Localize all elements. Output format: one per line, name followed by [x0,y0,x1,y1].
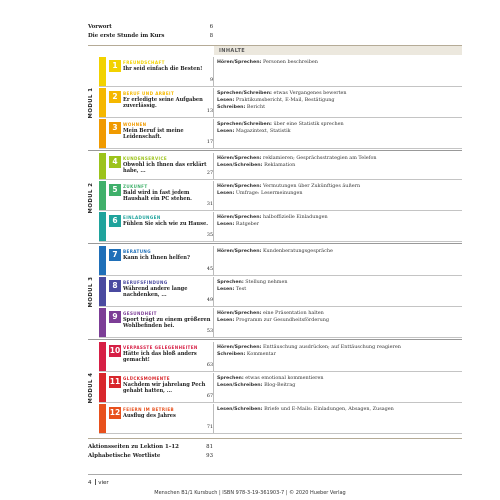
header-rule [88,45,214,46]
lesson-title: Mein Beruf ist meine Leidenschaft. [123,128,184,141]
lesson-number: 10 [109,346,121,355]
skill-text: Enttäuschung ausdrücken; auf Enttäuschung reagieren [261,344,401,350]
module-label [84,153,98,242]
module-separator [88,150,462,151]
lesson-row [99,308,462,338]
skill-line [217,406,461,413]
column-divider [213,57,214,87]
skill-text: Kundenberatungsgespräche [261,248,333,254]
front-matter-label: Vorwort [88,24,112,30]
skill-line [217,279,461,286]
row-separator [99,433,462,434]
skill-text: Personen beschreiben [261,59,318,65]
skill-line [217,90,461,97]
lesson-page: 45 [206,267,213,272]
row-separator [99,179,462,180]
lesson-page: 27 [206,171,213,176]
skill-text: Magazintext, Statistik [234,128,291,135]
lesson-row [99,277,462,307]
skill-text: Test [234,286,247,293]
skill-text: Programm zur Gesundheitsförderung [234,317,330,324]
lesson-row [99,342,462,372]
module-label-text: MODUL 1 [88,87,94,119]
column-divider [213,308,214,338]
skill-line [217,190,461,197]
back-matter-page: 81 [206,444,213,450]
skill-text: Praktikumsbericht, E-Mail, Bestätigung [234,97,335,104]
lesson-page: 53 [206,329,213,334]
lesson-row [99,212,462,242]
skill-type: Hören/Sprechen: [217,345,262,350]
back-matter-wortliste [88,453,213,459]
skill-type: Sprechen/Schreiben: [217,122,272,127]
skill-line [217,310,461,317]
lesson-skills [217,248,461,255]
skill-type: Hören/Sprechen: [217,184,262,189]
skill-text: eine Präsentation halten [261,310,324,316]
lesson-category: VERPASSTE GELEGENHEITEN [123,345,198,350]
lesson-title: Er erledigte seine Aufgaben zuverlässig. [123,97,203,110]
column-divider [213,404,214,434]
lesson-title: Nachdem wir jahrelang Pech gehabt hatten, ... [123,382,206,395]
skill-line [217,375,461,382]
lesson-skills [217,375,461,389]
lesson-number: 7 [109,249,121,261]
skill-line [217,317,461,324]
module-label-text: MODUL 2 [88,182,94,213]
row-separator [99,148,462,149]
lesson-skills [217,406,461,413]
lesson-page: 9 [209,78,213,83]
skill-text: etwas emotional kommentieren [243,375,324,381]
front-matter-vorwort [88,24,213,30]
skill-text: Blog-Beitrag [262,382,296,389]
front-matter-page: 6 [209,24,213,30]
skill-line [217,128,461,135]
row-separator [99,371,462,372]
back-matter-rule [88,438,462,439]
lesson-title: Fühlen Sie sich wie zu Hause. [123,221,208,227]
inhalte-header: INHALTE [214,45,462,55]
module-label [84,342,98,434]
front-matter-erste-stunde [88,33,213,39]
skill-line [217,121,461,128]
lesson-title: Ihr seid einfach die Besten! [123,66,203,72]
lesson-category: BERUF UND ARBEIT [123,91,175,96]
skill-line [217,248,461,255]
lesson-number: 3 [109,122,121,134]
lesson-color-strip [99,88,106,118]
lesson-color-strip [99,277,106,307]
skill-type: Lesen: [217,287,235,293]
row-separator [99,402,462,403]
lesson-title: Kann ich Ihnen helfen? [123,255,190,261]
skill-type: Lesen: [217,129,235,135]
lesson-skills [217,59,461,66]
lesson-color-strip [99,57,106,87]
lesson-skills [217,344,461,358]
lesson-skills [217,183,461,197]
module-label [84,246,98,338]
lesson-category: GLÜCKSMOMENTE [123,376,170,381]
column-divider [213,153,214,180]
column-divider [213,88,214,118]
column-divider [213,119,214,149]
front-matter-page: 8 [209,33,213,39]
lesson-category: EINLADUNGEN [123,215,161,220]
lesson-skills [217,310,461,324]
skill-line [217,97,461,104]
skill-text: reklamieren; Gesprächsstrategien am Telefon [261,155,377,161]
lesson-category: BERUFSFINDUNG [123,280,168,285]
row-separator [99,337,462,338]
row-separator [99,86,462,87]
skill-type: Lesen: [217,222,235,228]
lesson-page: 31 [206,202,213,207]
lesson-number: 2 [109,91,121,103]
module-separator [88,243,462,244]
lesson-page: 67 [206,394,213,399]
lesson-category: WOHNEN [123,122,147,127]
skill-line [217,382,461,389]
footer-rule [88,474,462,475]
column-divider [213,373,214,403]
lesson-category: FEIERN IM BETRIEB [123,407,175,412]
lesson-category: GESUNDHEIT [123,311,157,316]
page-number-word: vier [98,480,109,486]
lesson-number: 11 [109,377,121,386]
page-number-divider [95,479,96,485]
lesson-color-strip [99,246,106,276]
page-number [88,479,109,486]
skill-text: Kommentar [245,351,276,358]
skill-line [217,162,461,169]
row-separator [99,275,462,276]
skill-text: Ratgeber [234,221,259,228]
lesson-page: 63 [206,363,213,368]
column-divider [213,277,214,307]
skill-text: über eine Statistik sprechen [271,121,344,127]
lesson-page: 49 [206,298,213,303]
lesson-page: 35 [206,233,213,238]
row-separator [99,210,462,211]
skill-text: halboffizielle Einladungen [261,214,328,220]
lesson-number: 4 [109,156,121,168]
lesson-title: Während andere lange nachdenken, ... [123,286,188,299]
lesson-skills [217,214,461,228]
skill-type: Hören/Sprechen: [217,311,262,316]
lesson-number: 6 [109,215,121,227]
module-label-text: MODUL 3 [88,276,94,308]
lesson-title: Sport trägt zu einem größeren Wohlbefinden bei. [123,317,211,330]
lesson-page: 71 [206,425,213,430]
lesson-color-strip [99,342,106,372]
skill-type: Sprechen/Schreiben: [217,91,272,96]
back-matter-label: Alphabetische Wortliste [88,453,161,459]
module-separator [88,339,462,340]
skill-line [217,183,461,190]
imprint-line: Menschen B1/1 Kursbuch | ISBN 978-3-19-361903-7 | © 2020 Hueber Verlag [154,490,346,496]
page-number-digit: 4 [88,480,92,486]
lesson-skills [217,90,461,111]
lesson-row [99,119,462,149]
column-divider [213,246,214,276]
skill-line [217,214,461,221]
lesson-color-strip [99,153,106,180]
skill-text: Stellung nehmen [243,279,288,285]
lesson-number: 9 [109,311,121,323]
lesson-category: FREUNDSCHAFT [123,60,165,65]
skill-text: etwas Vergangenes bewerten [271,90,347,96]
skill-type: Lesen/Schreiben: [217,383,263,389]
skill-line [217,286,461,293]
front-matter-label: Die erste Stunde im Kurs [88,33,165,39]
lesson-row [99,153,462,180]
lesson-color-strip [99,181,106,211]
lesson-color-strip [99,373,106,403]
skill-type: Schreiben: [217,105,246,111]
lesson-skills [217,279,461,293]
lesson-title: Hätte ich das bloß anders gemacht! [123,351,197,364]
lesson-skills [217,155,461,169]
skill-line [217,155,461,162]
module-label-text: MODUL 4 [88,372,94,404]
row-separator [99,117,462,118]
module-label [84,57,98,149]
lesson-number: 8 [109,280,121,292]
lesson-color-strip [99,404,106,434]
lesson-title: Obwohl ich Ihnen das erklärt habe, ... [123,162,207,175]
skill-text: Briefe und E-Mails: Einladungen, Absagen, Zusagen [262,406,394,412]
back-matter-page: 93 [206,453,213,459]
skill-line [217,104,461,111]
skill-line [217,344,461,351]
lesson-category: KUNDENSERVICE [123,156,168,161]
skill-text: Bericht [245,104,266,111]
lesson-title: Bald wird in fast jedem Haushalt ein PC stehen. [123,190,192,203]
lesson-number: 5 [109,184,121,196]
lesson-category: BERATUNG [123,249,152,254]
lesson-row [99,181,462,211]
skill-type: Lesen: [217,318,235,324]
lesson-page: 17 [206,140,213,145]
row-separator [99,241,462,242]
column-divider [213,181,214,211]
lesson-row [99,88,462,118]
skill-line [217,59,461,66]
skill-type: Hören/Sprechen: [217,156,262,161]
lesson-row [99,404,462,434]
skill-line [217,351,461,358]
lesson-skills [217,121,461,135]
skill-type: Hören/Sprechen: [217,60,262,65]
lesson-color-strip [99,308,106,338]
lesson-row [99,373,462,403]
skill-text: Vermutungen über Zukünftiges äußern [261,183,361,189]
lesson-page: 13 [206,109,213,114]
skill-type: Lesen: [217,98,235,104]
lesson-number: 12 [109,408,121,417]
lesson-category: ZUKUNFT [123,184,148,189]
lesson-number: 1 [109,60,121,72]
skill-type: Lesen: [217,191,235,197]
lesson-row [99,57,462,87]
skill-type: Sprechen: [217,280,244,285]
row-separator [99,306,462,307]
skill-type: Lesen/Schreiben: [217,407,263,412]
lesson-title: Ausflug des Jahres [123,413,176,419]
skill-text: Umfrage: Lesermeinungen [234,190,303,197]
back-matter-aktionsseiten [88,444,213,450]
lesson-color-strip [99,212,106,242]
skill-type: Hören/Sprechen: [217,215,262,220]
skill-text: Reklamation [262,162,296,169]
column-divider [213,212,214,242]
skill-type: Hören/Sprechen: [217,249,262,254]
back-matter-label: Aktionsseiten zu Lektion 1–12 [88,444,179,450]
skill-line [217,221,461,228]
skill-type: Sprechen: [217,376,244,381]
skill-type: Lesen/Schreiben: [217,163,263,169]
column-divider [213,342,214,372]
skill-type: Schreiben: [217,352,246,358]
lesson-row [99,246,462,276]
lesson-color-strip [99,119,106,149]
